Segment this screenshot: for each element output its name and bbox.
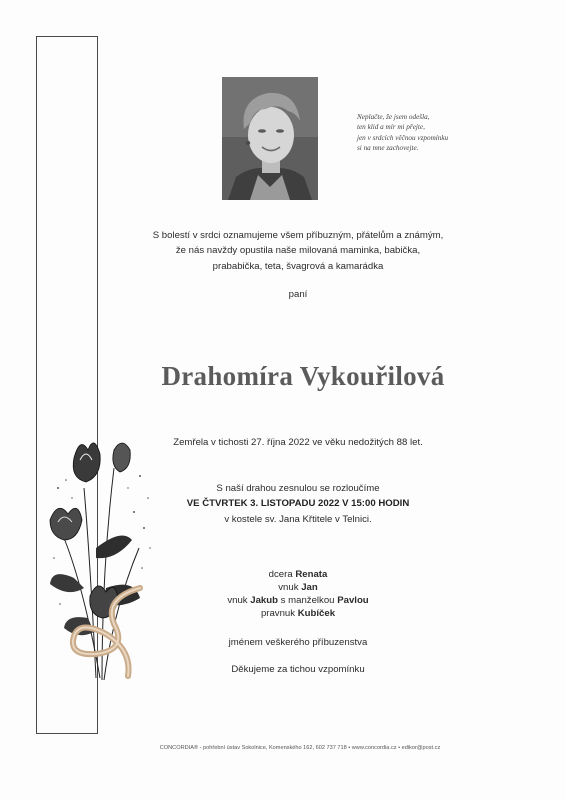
death-statement: Zemřela v tichosti 27. října 2022 ve věku nedožitých 88 let. [173, 437, 423, 448]
mourner-name: Kubíček [297, 608, 336, 619]
relation: vnuk [278, 582, 302, 593]
funeral-place: v kostele sv. Jana Křtitele v Telnici. [224, 513, 372, 525]
mourner-name: Jakub [250, 595, 278, 606]
intro-line: že nás navždy opustila naše milovaná maminka, babička, [175, 245, 421, 257]
pani-label: paní [288, 289, 308, 300]
funeral-date-time: VE ČTVRTEK 3. LISTOPADU 2022 V 15:00 HODIN [186, 498, 410, 510]
intro-line: S bolestí v srdci oznamujeme všem příbuzným, přátelům a známým, [152, 230, 444, 241]
funeral-line-1: S naší drahou zesnulou se rozloučíme [216, 483, 380, 494]
poem-line: Neplačte, že jsem odešla, [357, 113, 430, 121]
family-line: jménem veškerého příbuzenstva [228, 637, 368, 648]
relation: pravnuk [260, 608, 298, 619]
intro-line: prababička, teta, švagrová a kamarádka [212, 260, 384, 272]
relation: dcera [268, 569, 296, 580]
poem-line: si na mne zachovejte. [357, 144, 419, 153]
portrait-photo [222, 77, 318, 200]
mourner-name: Renata [295, 569, 328, 580]
relation: vnuk [227, 595, 251, 606]
floral-illustration [44, 428, 164, 690]
mourner-name: Pavlou [337, 595, 369, 606]
poem-line: ten klid a mír mi přejte, [357, 123, 425, 132]
relation: s manželkou [278, 595, 338, 606]
memorial-poem [357, 112, 507, 154]
mourner-name: Jan [301, 582, 318, 593]
funeral-service-footer: CONCORDIA® - pohřební ústav Sokolnice, Komenského 162, 602 737 718 • www.concordia.cz • edikor@post.cz [159, 745, 441, 751]
poem-line: jen v srdcích věčnou vzpomínku [357, 133, 449, 142]
intro-text [98, 228, 498, 274]
thanks-line: Děkujeme za tichou vzpomínku [231, 664, 365, 675]
deceased-name: Drahomíra Vykouřilová [161, 361, 445, 391]
